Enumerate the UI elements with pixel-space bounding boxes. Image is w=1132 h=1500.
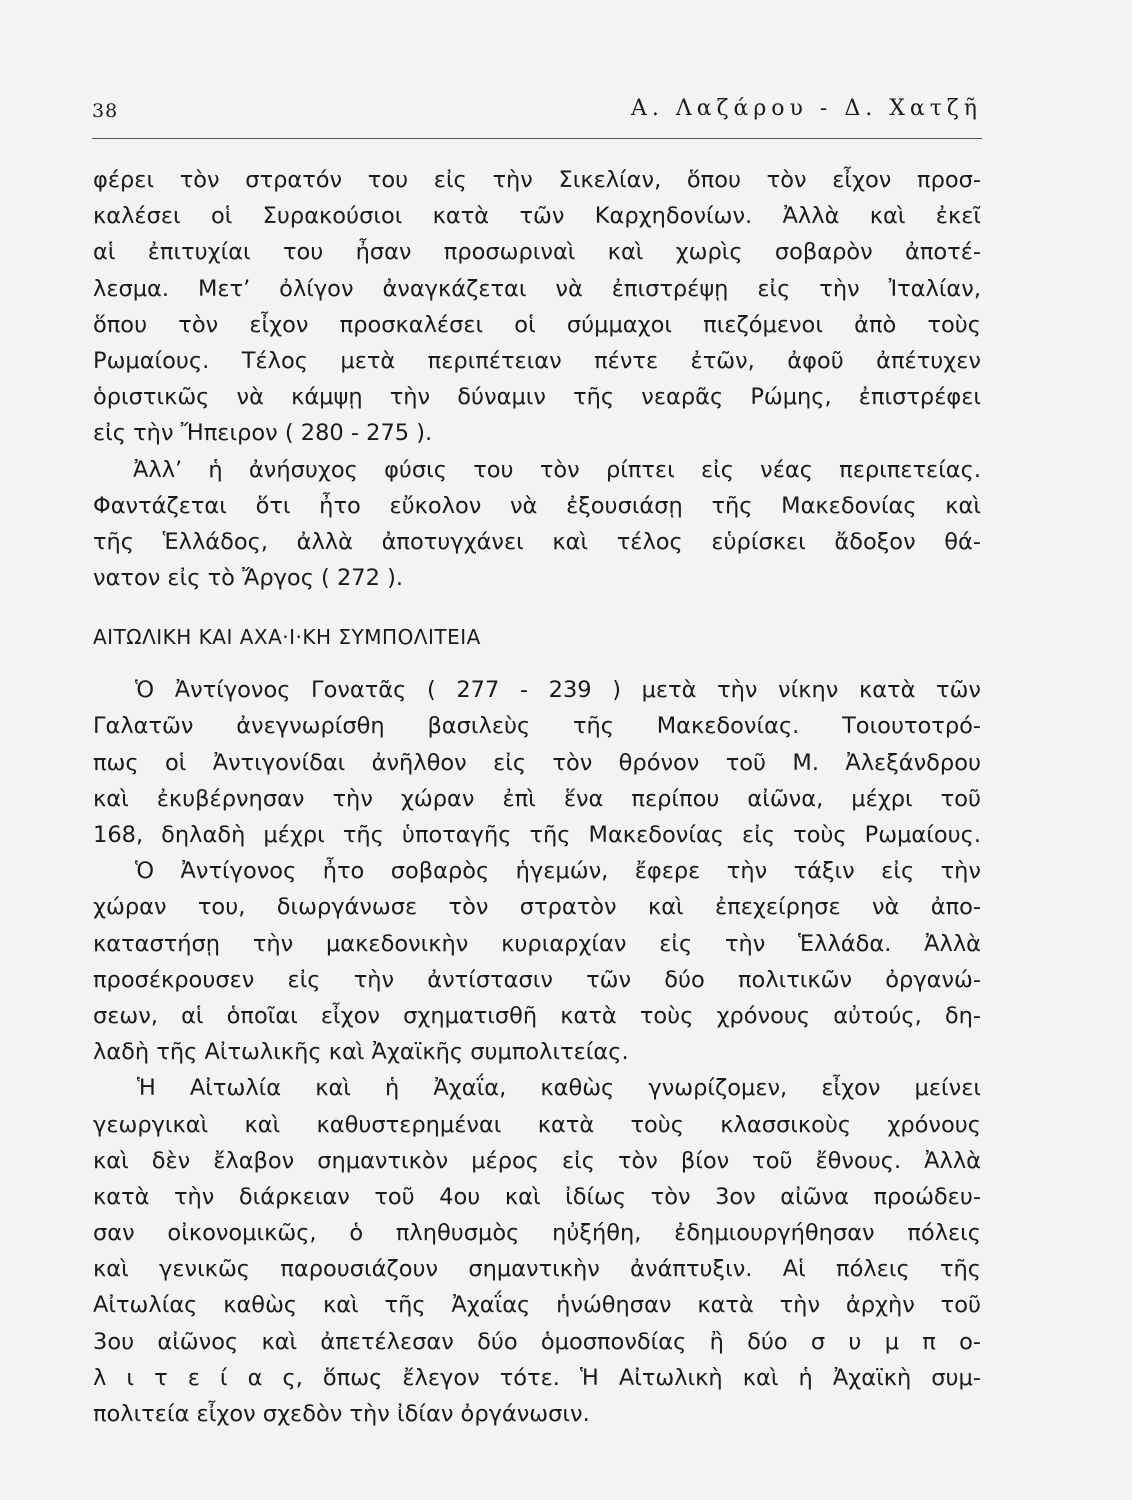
text-line: πως οἱ Ἀντιγονίδαι ἀνῆλθον εἰς τὸν θρόνον τοῦ Μ. Ἀλεξάνδρου: [93, 749, 981, 776]
paragraph: [93, 452, 981, 597]
text-line: καὶ ἐκυβέρνησαν τὴν χώραν ἐπὶ ἕνα περίπου αἰῶνα, μέχρι τοῦ: [93, 785, 981, 812]
text-line: Ἀλλ’ ἡ ἀνήσυχος φύσις του τὸν ρίπτει εἰς νέας περιπετείας.: [133, 456, 981, 483]
text-line: αἱ ἐπιτυχίαι του ἦσαν προσωριναὶ καὶ χωρὶς σοβαρὸν ἀποτέ-: [93, 239, 981, 266]
page-header: [92, 96, 982, 136]
text-line: σαν οἰκονομικῶς, ὁ πληθυσμὸς ηὐξήθη, ἐδημιουργήθησαν πόλεις: [93, 1220, 981, 1247]
text-line: τῆς Ἑλλάδος, ἀλλὰ ἀποτυγχάνει καὶ τέλος εὑρίσκει ἄδοξον θά-: [93, 528, 981, 555]
text-line: κατὰ τὴν διάρκειαν τοῦ 4ου καὶ ἰδίως τὸν 3ον αἰῶνα προώδευ-: [93, 1183, 981, 1210]
text-line: 3ου αἰῶνος καὶ ἀπετέλεσαν δύο ὁμοσπονδίας ἢ δύο σ υ μ π ο-: [93, 1328, 981, 1355]
text-line: λ ι τ ε ί α ς, ὅπως ἔλεγον τότε. Ἡ Αἰτωλικὴ καὶ ἡ Ἀχαϊκὴ συμ-: [93, 1364, 981, 1391]
paragraph: [93, 853, 981, 1070]
text-line: φέρει τὸν στρατόν του εἰς τὴν Σικελίαν, ὅπου τὸν εἶχον προσ-: [93, 167, 981, 193]
text-line: καταστήσῃ τὴν μακεδονικὴν κυριαρχίαν εἰς τὴν Ἑλλάδα. Ἀλλὰ: [93, 930, 981, 957]
text-line: Γαλατῶν ἀνεγνωρίσθη βασιλεὺς τῆς Μακεδονίας. Τοιουτοτρό-: [93, 713, 981, 740]
text-line: προσέκρουσεν εἰς τὴν ἀντίστασιν τῶν δύο πολιτικῶν ὀργανώ-: [93, 966, 981, 993]
text-line: σεων, αἱ ὁποῖαι εἶχον σχηματισθῆ κατὰ τοὺς χρόνους αὐτούς, δη-: [93, 1002, 981, 1029]
text-line: ὁριστικῶς νὰ κάμψῃ τὴν δύναμιν τῆς νεαρᾶς Ρώμης, ἐπιστρέφει: [93, 384, 981, 411]
text-line: νατον εἰς τὸ Ἄργος ( 272 ).: [93, 565, 404, 592]
text-line: Αἰτωλίας καθὼς καὶ τῆς Ἀχαΐας ἡνώθησαν κατὰ τὴν ἀρχὴν τοῦ: [93, 1292, 981, 1319]
text-line: χώραν του, διωργάνωσε τὸν στρατὸν καὶ ἐπεχείρησε νὰ ἀπο-: [93, 894, 981, 921]
paragraph: [93, 162, 981, 452]
text-line: πολιτεία εἶχον σχεδὸν τὴν ἰδίαν ὀργάνωσιν.: [93, 1401, 590, 1427]
text-line: Ὁ Ἀντίγονος Γονατᾶς ( 277 - 239 ) μετὰ τὴν νίκην κατὰ τῶν: [135, 677, 981, 704]
header-rule: [92, 138, 982, 139]
paragraph: [93, 1070, 981, 1432]
text-line: Ρωμαίους. Τέλος μετὰ περιπέτειαν πέντε ἐτῶν, ἀφοῦ ἀπέτυχεν: [93, 347, 981, 374]
page-number: 38: [92, 100, 119, 122]
text-line: καλέσει οἱ Συρακούσιοι κατὰ τῶν Καρχηδονίων. Ἀλλὰ καὶ ἐκεῖ: [93, 203, 981, 230]
text-line: Φαντάζεται ὅτι ἦτο εὔκολον νὰ ἐξουσιάσῃ τῆς Μακεδονίας καὶ: [93, 492, 981, 519]
text-line: λεσμα. Μετ’ ὀλίγον ἀναγκάζεται νὰ ἐπιστρέψῃ εἰς τὴν Ἰταλίαν,: [93, 275, 981, 302]
text-line: λαδὴ τῆς Αἰτωλικῆς καὶ Ἀχαϊκῆς συμπολιτείας.: [93, 1039, 629, 1066]
text-line: 168, δηλαδὴ μέχρι τῆς ὑποταγῆς τῆς Μακεδονίας εἰς τοὺς Ρωμαίους.: [93, 822, 981, 848]
section-heading: ΑΙΤΩΛΙΚΗ ΚΑΙ ΑΧΑ·Ι·ΚΗ ΣΥΜΠΟΛΙΤΕΙΑ: [93, 625, 481, 650]
text-line: Ὁ Ἀντίγονος ἦτο σοβαρὸς ἡγεμών, ἔφερε τὴν τάξιν εἰς τὴν: [135, 858, 981, 885]
text-line: Ἡ Αἰτωλία καὶ ἡ Ἀχαΐα, καθὼς γνωρίζομεν, εἶχον μείνει: [137, 1075, 981, 1102]
text-line: ὅπου τὸν εἶχον προσκαλέσει οἱ σύμμαχοι πιεζόμενοι ἀπὸ τοὺς: [93, 311, 981, 338]
paragraph: [93, 672, 981, 853]
body-text: [93, 162, 981, 1432]
text-line: εἰς τὴν Ἤπειρον ( 280 - 275 ).: [93, 420, 433, 447]
text-line: καὶ γενικῶς παρουσιάζουν σημαντικὴν ἀνάπτυξιν. Αἱ πόλεις τῆς: [93, 1256, 981, 1283]
text-line: γεωργικαὶ καὶ καθυστερημέναι κατὰ τοὺς κλασσικοὺς χρόνους: [93, 1111, 981, 1138]
running-head: Α. Λαζάρου - Δ. Χατζῆ: [630, 96, 982, 121]
text-line: καὶ δὲν ἔλαβον σημαντικὸν μέρος εἰς τὸν βίον τοῦ ἔθνους. Ἀλλὰ: [93, 1147, 981, 1174]
